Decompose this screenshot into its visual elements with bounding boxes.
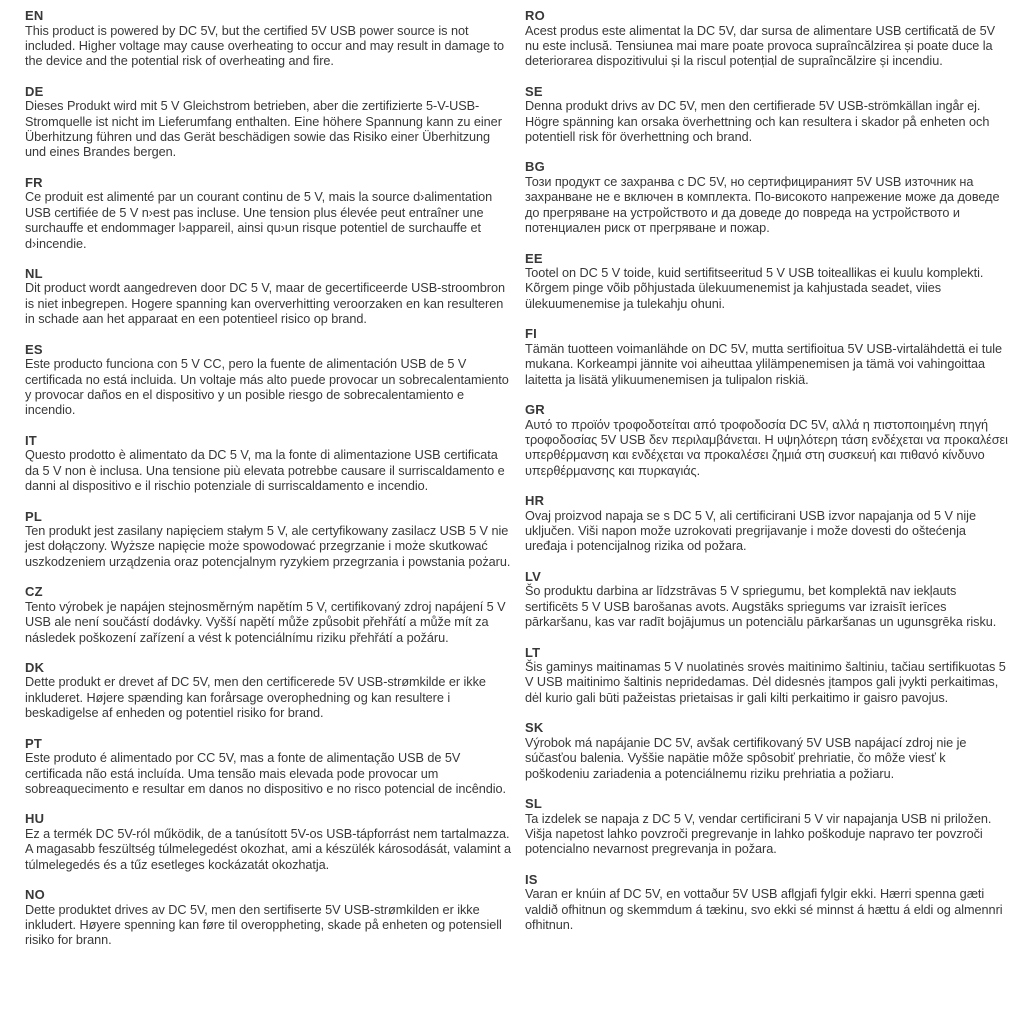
lang-code-sl: SL	[525, 796, 543, 811]
lang-text-hu: Ez a termék DC 5V-ról működik, de a tanúsított 5V-os USB-tápforrást nem tartalmazza. A magasabb feszültség túlmelegedést okozhat, ami a készülék károsodását, valamint a túlmelegedés és a tűz esetleges kockázatát okozhatja.	[25, 826, 511, 872]
lang-section-es	[25, 342, 511, 419]
lang-code-cz: CZ	[25, 584, 43, 600]
lang-code-en: EN	[25, 8, 44, 23]
lang-text-lt: Šis gaminys maitinamas 5 V nuolatinės srovės maitinimo šaltiniu, tačiau sertifikuotas 5 V USB maitinimo šaltinis nepridedamas. Dėl didesnės įtampos gali įvykti perkaitimas, dėl kurio gali būti pažeistas prietaisas ir gali kilti perkaitimo ir gaisro pavojus.	[525, 660, 1006, 705]
lang-text-lv: Šo produktu darbina ar līdzstrāvas 5 V spriegumu, bet komplektā nav iekļauts sertificēts 5 V USB barošanas avots. Augstāks spriegums var izraisīt ierīces pārkaršanu, kas var radīt bojājumus un potenciālu pārkaršanas un ugunsgrēka risku.	[525, 584, 997, 630]
lang-text-pl: Ten produkt jest zasilany napięciem stałym 5 V, ale certyfikowany zasilacz USB 5 V nie jest dołączony. Wyższe napięcie może spowodować przegrzanie i może skutkować uszkodzeniem urządzenia oraz potencjalnym ryzykiem przegrzania i powstania pożaru.	[25, 524, 511, 569]
lang-section-cz	[25, 584, 511, 646]
left-column	[25, 8, 511, 1024]
lang-text-sl: Ta izdelek se napaja z DC 5 V, vendar certificirani 5 V vir napajanja USB ni priložen. Višja napetost lahko povzroči pregrevanje in lahko poškoduje napravo ter povzroči potencialno nevarnost pregrevanja in požara.	[525, 811, 992, 857]
lang-section-hu	[25, 811, 511, 873]
lang-code-dk: DK	[25, 659, 45, 675]
lang-text-sk: Výrobok má napájanie DC 5V, avšak certifikovaný 5V USB napájací zdroj nie je súčasťou balenia. Vyššie napätie môže spôsobiť prehriatie, čo môže viesť k poškodeniu zariadenia a potenciálnemu riziku prehriatia a požiaru.	[525, 735, 967, 781]
lang-code-is: IS	[525, 871, 538, 887]
lang-text-gr: Αυτό το προϊόν τροφοδοτείται από τροφοδοσία DC 5V, αλλά η πιστοποιημένη πηγή τροφοδοσίας 5V USB δεν περιλαμβάνεται. Η υψηλότερη τάση ενδέχεται να προκαλέσει υπερθέρμανση και ενδέχεται να προκαλέσει ζημιά στη συσκευή και πιθανό κίνδυνο υπερθέρμανσης και πυρκαγιάς.	[525, 417, 1008, 478]
lang-section-pl	[25, 509, 511, 571]
lang-text-it: Questo prodotto è alimentato da DC 5 V, ma la fonte di alimentazione USB certificata da 5 V non è inclusa. Una tensione più elevata potrebbe causare il surriscaldamento e danni al dispositivo e il rischio potenziale di surriscaldamento e incendio.	[25, 448, 505, 494]
lang-section-en	[25, 8, 511, 70]
lang-text-fr: Ce produit est alimenté par un courant continu de 5 V, mais la source d›alimentation USB certifiée de 5 V n›est pas incluse. Une tension plus élevée peut entraîner une surchauffe et endommager l›appareil, ainsi qu›un risque potentiel de surchauffe et d›incendie.	[25, 190, 493, 251]
lang-section-is	[525, 872, 1011, 934]
lang-text-bg: Този продукт се захранва с DC 5V, но сертифицираният 5V USB източник на захранване не е включен в комплекта. По-високото напрежение може да доведе до прегряване на устройството и да доведе до повреда на устройството и потенциален риск от прегряване и пожар.	[525, 174, 1000, 236]
lang-code-gr: GR	[525, 402, 545, 417]
lang-text-is: Varan er knúin af DC 5V, en vottaður 5V USB aflgjafi fylgir ekki. Hærri spenna gæti valdið ofhitnun og skemmdum á tækinu, svo ekki sé minnst á hættu á eldi og almennri ofhitnun.	[525, 887, 1003, 933]
lang-text-de: Dieses Produkt wird mit 5 V Gleichstrom betrieben, aber die zertifizierte 5-V-USB-Stromquelle ist nicht im Lieferumfang enthalten. Eine höhere Spannung kann zu einer Überhitzung führen und das Gerät beschädigen sowie das Risiko einer Überhitzung und eines Brandes bergen.	[25, 99, 502, 160]
lang-text-pt: Este produto é alimentado por CC 5V, mas a fonte de alimentação USB de 5V certificada não está incluída. Uma tensão mais elevada pode provocar um sobreaquecimento e resultar em danos no dispositivo e no risco potencial de incêndio.	[25, 751, 506, 796]
lang-section-dk	[25, 660, 511, 722]
lang-code-pl: PL	[25, 508, 43, 524]
lang-code-nl: NL	[25, 265, 43, 281]
right-column	[525, 8, 1011, 1024]
lang-text-cz: Tento výrobek je napájen stejnosměrným napětím 5 V, certifikovaný zdroj napájení 5 V USB ale není součástí dodávky. Vyšší napětí může způsobit přehřátí a může mít za následek poškození zařízení a vést k potenciálnímu riziku přehřátí a požáru.	[25, 599, 506, 645]
lang-section-fr	[25, 175, 511, 252]
lang-text-se: Denna produkt drivs av DC 5V, men den certifierade 5V USB-strömkällan ingår ej. Högre spänning kan orsaka överhettning och kan resultera i skador på enheten och potentiell risk för överhettning och brand.	[525, 99, 990, 145]
lang-text-ee: Tootel on DC 5 V toide, kuid sertifitseeritud 5 V USB toiteallikas ei kuulu komplekti. Kõrgem pinge võib põhjustada ülekuumenemist ja kahjustada seadet, viies ülekuumenemise ja tulekahju ohuni.	[525, 266, 984, 311]
lang-section-lv	[525, 569, 1011, 631]
lang-section-sl	[525, 796, 1011, 858]
lang-code-se: SE	[525, 83, 543, 99]
lang-section-fi	[525, 326, 1011, 388]
lang-section-it	[25, 433, 511, 495]
lang-code-it: IT	[25, 432, 37, 448]
lang-code-es: ES	[25, 341, 43, 357]
lang-text-no: Dette produktet drives av DC 5V, men den sertifiserte 5V USB-strømkilden er ikke inkludert. Høyere spenning kan føre til overoppheting, skade på enheten og potensiell risiko for brann.	[25, 902, 502, 948]
lang-section-ro	[525, 8, 1011, 70]
lang-section-hr	[525, 493, 1011, 555]
lang-text-nl: Dit product wordt aangedreven door DC 5 V, maar de gecertificeerde USB-stroombron is niet inbegrepen. Hogere spanning kan oververhitting veroorzaken en kan resulteren in schade aan het apparaat en een potentieel risico op brand.	[25, 281, 505, 327]
lang-section-gr	[525, 402, 1011, 479]
lang-text-dk: Dette produkt er drevet af DC 5V, men den certificerede 5V USB-strømkilde er ikke inkluderet. Højere spænding kan forårsage overophedning og kan resultere i beskadigelse af enheden og potentiel risiko for brand.	[25, 675, 486, 721]
lang-code-pt: PT	[25, 735, 43, 751]
lang-text-hr: Ovaj proizvod napaja se s DC 5 V, ali certificirani USB izvor napajanja od 5 V nije uključen. Viši napon može uzrokovati pregrijavanje i može dovesti do oštećenja uređaja i potencijalnog rizika od požara.	[525, 508, 976, 554]
lang-section-de	[25, 84, 511, 161]
lang-code-hu: HU	[25, 811, 45, 827]
lang-code-fi: FI	[525, 326, 537, 342]
lang-section-pt	[25, 736, 511, 798]
lang-section-no	[25, 887, 511, 949]
lang-code-lt: LT	[525, 644, 541, 660]
lang-section-lt	[525, 645, 1011, 707]
lang-code-lv: LV	[525, 568, 542, 584]
lang-section-nl	[25, 266, 511, 328]
lang-text-es: Este producto funciona con 5 V CC, pero la fuente de alimentación USB de 5 V certificada no está incluida. Un voltaje más alto puede provocar un sobrecalentamiento y provocar daños en el dispositivo y un posible riesgo de sobrecalentamiento e incendio.	[25, 357, 509, 418]
lang-code-ee: EE	[525, 250, 543, 266]
lang-text-ro: Acest produs este alimentat la DC 5V, dar sursa de alimentare USB certificată de 5V nu este inclusă. Tensiunea mai mare poate provoca supraîncălzirea și poate duce la deteriorarea dispozitivului și la riscul potențial de supraîncălzire și incendiu.	[525, 23, 995, 69]
lang-section-ee	[525, 251, 1011, 313]
lang-code-ro: RO	[525, 8, 545, 23]
lang-code-bg: BG	[525, 159, 545, 175]
lang-section-sk	[525, 720, 1011, 782]
lang-section-se	[525, 84, 1011, 146]
lang-text-fi: Tämän tuotteen voimanlähde on DC 5V, mutta sertifioitua 5V USB-virtalähdettä ei tule mukana. Korkeampi jännite voi aiheuttaa ylilämpenemisen ja tämä voi vahingoittaa laitetta ja lisätä ylikuumenemisen ja tulipalon riskiä.	[525, 341, 1003, 387]
lang-code-fr: FR	[25, 174, 43, 190]
lang-section-bg	[525, 159, 1011, 236]
lang-code-sk: SK	[525, 720, 544, 736]
lang-text-en: This product is powered by DC 5V, but the certified 5V USB power source is not included. Higher voltage may cause overheating to occur and may result in damage to the device and the potential risk of overheating and fire.	[25, 23, 504, 69]
lang-code-hr: HR	[525, 493, 545, 509]
lang-code-no: NO	[25, 887, 45, 903]
lang-code-de: DE	[25, 83, 44, 99]
